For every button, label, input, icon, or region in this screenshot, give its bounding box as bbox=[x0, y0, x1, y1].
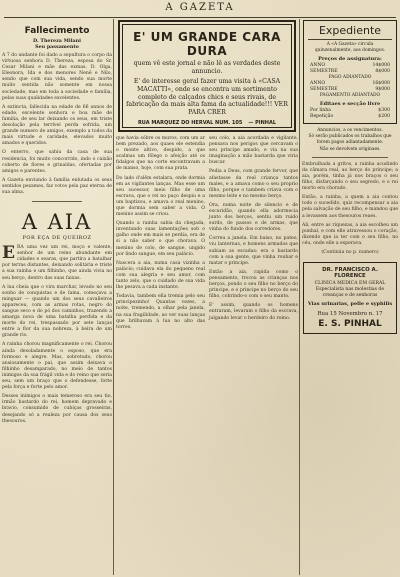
top-rule bbox=[4, 17, 396, 18]
column-rule-1 bbox=[113, 19, 114, 575]
aia-paragraph: seu colo, a aia acordada e vigilante, pensava nos perigos que cercavam o seu principe amado, e via na sua imaginação a mão bastarda que viria buscar. bbox=[209, 135, 298, 166]
aia-paragraph: Então a aia, rapida como o pensamento, trocou as crianças nos berços, pondo o seu filho no berço do principe, e o principe no berço do seu filho, cobrindo-o com o seu manto. bbox=[209, 269, 298, 300]
divider bbox=[32, 201, 82, 202]
aia-paragraph: E' assim, quando os homens entraram, levaram o filho da escrava, julgando levar o herdeiro do reino. bbox=[209, 303, 298, 321]
fallecimento-paragraph: A 7 do andante foi dado a sepultura o corpo da virtuosa senhora D. Thereza, esposa do Sr. Cesar Milani e mãe das exmas. D. Olga, Eleonora, Ida e dos menores Nenê e Nilo, sendo que com sua vida, sendo sua morte muito sentida não somente em nossa sociedade, mas em toda a sociedade e família, pelas suas qualidades excelentes. bbox=[2, 53, 112, 101]
column-center bbox=[116, 20, 298, 334]
aia-paragraph: Do lado d'alêm estalara, onde dormia em as vigilantes lanças. Mas esse um seu sucessor, meio filho de uma escrava, que o rei no paço despiu e a um baptizou, e amava o real menino, que dormia sem saber a vida. O menino assim se criou. bbox=[116, 175, 205, 218]
aia-continuation bbox=[116, 136, 298, 334]
price-row: ANNO 16$000 bbox=[310, 80, 390, 86]
continua-note: (Continúa no p. numero) bbox=[321, 249, 379, 255]
center-subcolumn-left bbox=[116, 136, 205, 334]
clinic-specialty: Especialista nas molestias de creanças e de senhoras bbox=[315, 287, 385, 299]
aia-paragraph: Pedia a Deus, com grande fervor, que afastasse da real criança tantos males, e a amava como o seu proprio filho, porque o tambem criava com o mesmo leite e no mesmo berço. bbox=[209, 169, 298, 199]
ad-address: RUA MARQUEZ DO HERVAL NUM. 105 bbox=[137, 119, 243, 126]
notice-text: Não se devolvem originaes. bbox=[319, 147, 381, 153]
clinic-city: E. S. PINHAL bbox=[318, 319, 382, 330]
casa-macatti-ad bbox=[118, 20, 296, 132]
price-row: SEMESTRE 8$000 bbox=[310, 69, 390, 75]
ad-text: E' de interesse geral fazer uma visita à «CASA MACATTI», onde se encontra um sortimento completo de calçados chics e seus rivais, de fabricação da mais alta fama da actualidade!!! VER PARA CRER bbox=[126, 78, 288, 117]
aia-paragraph: Correu a janela. Em baixo, no pateo, viu lanternas, e homens armados que subiam as escadas: era o bastardo com a sua gente, que vinha roubar e matar o principe. bbox=[209, 236, 298, 266]
clinic-ad bbox=[303, 262, 397, 334]
clinic-specialty: CLINICA MEDICA EM GERAL bbox=[314, 281, 386, 287]
aia-title: A AIA bbox=[21, 210, 93, 235]
aia-paragraph: Embrulhada a gritos, a rainha acudindo da câmara real, ao berço do principe; a aia, porém, tinha já nos braços o seu filho, disfarçando o seu segredo, e o rei morto era chorado. bbox=[302, 161, 398, 192]
masthead-title: A GAZETA bbox=[165, 2, 235, 13]
column-left bbox=[2, 20, 112, 428]
ad-title: E' UM GRANDE CARA DURA bbox=[133, 30, 281, 58]
expediente-intro: A «A Gazeta» circula quinzenalmente, aos domingos. bbox=[314, 42, 386, 53]
payment-note: PAGO ADIANTADO bbox=[328, 75, 372, 81]
aia-paragraph: Todavia, tambem ella tremia pelo seu principezinho! Quantas vezes, a noite, tremendo, a olhar pela janela, na sua fragilidade, ao ver suas lanças que brilhavam à lua no alto das torres. bbox=[116, 294, 205, 330]
prices-heading: Preços de assignatura: bbox=[318, 56, 382, 63]
notice-text: Annuncios, a os vencimentos. Só serão publicados os trabalhos que forem pagos adiantadamente. bbox=[308, 128, 392, 145]
clinic-specialty: Vias urinarias, pelle e syphilis bbox=[307, 301, 393, 308]
clinic-title: DR. FRANCISCO A. FLORENCE bbox=[322, 267, 378, 280]
expediente-box bbox=[303, 20, 397, 124]
fallecimento-paragraph: A Gazeta enviando à família enlutada os seus sentidos pezames, faz votos pela paz eterna de sua alma. bbox=[2, 177, 112, 195]
ad-footer bbox=[126, 120, 288, 126]
aia-paragraph: Desses inimigos o mais temeroso era seu tio, irmão bastardo do rei, homem depravado e bravio, consumido de cubiças grosseiras, desejando só a realeza por causa dos seus thesouros. bbox=[2, 394, 112, 424]
fallecimento-paragraph: O enterro, que sahiu da casa de sua residencia, foi muito concorrido, indo o caixão coberto de flores e grinaldas, ofertadas por amigos e parentes. bbox=[2, 150, 112, 174]
editais-heading: Editaes e secção livre bbox=[319, 101, 381, 108]
price-row: Repetição $200 bbox=[310, 114, 390, 120]
clinic-address: Rua 15 Novembro n. 17 bbox=[317, 311, 383, 318]
price-row: ANNO 14$000 bbox=[310, 63, 390, 69]
price-row: SEMESTRE 9$000 bbox=[310, 86, 390, 92]
aia-paragraph: Quando a rainha sabia da chegada, inventando suas lamentações sob o galho onde em mais se perdia, era de si a não saber o que chorava. O menino de colo, de sangue, ungido por lindo sangue, em seu palácio. bbox=[116, 221, 205, 257]
aia-paragraph: Ali, entre as riquezas, a aia escolheu um punhal, e com elle atravessou o coração, dizendo que ia ter com o seu filho, no céu, onde elle a esperava. bbox=[302, 222, 398, 246]
column-right bbox=[302, 20, 398, 334]
aia-paragraph: Ora, numa noite de silencio e de escuridão, quando ella adormecia junto dos berços, sentiu um ruido surdo, de passos e de armas, que vinha do fundo dos corredores. bbox=[209, 202, 298, 233]
fallecimento-paragraph: A extincta, fallecida na edade de 66 annos de edade, excelente senhora e boa mãe de família, de seu lar deixando os seus, em triste desolação pela terrível perda sofrida, um grande numero de amigos, exemplo a todos da mais virtude e caridade, elevados muito amados e queridos. bbox=[2, 104, 112, 147]
ad-city: — PINHAL bbox=[248, 119, 277, 126]
fallecimento-subhead: D. Thereza Milani Seu passamento bbox=[33, 38, 81, 50]
price-row: Por linha $300 bbox=[310, 108, 390, 114]
center-subcolumn-right bbox=[209, 136, 298, 334]
payment-note: PAGAMENTO ADIANTADO bbox=[319, 92, 381, 98]
aia-paragraph: Nascera a aia, numa casa vizinha a palácio; cuidava ela do pequeno real com sua alegria e seu amor, com tanto zelo, que o cuidado de sua vida lhe pesava a cada instante. bbox=[116, 260, 205, 291]
aia-author: POR EÇA DE QUEIROZ bbox=[22, 235, 92, 242]
aia-paragraph: que havia sóbre os muros, com um ar bem prezado, aos quaes ele estendia o monte altivo, despido, a que acalmas um fôlego o afeição até os fidalgos que na corte encontravam a de manso, hoje, com sua prata. bbox=[116, 135, 205, 172]
expediente-title: Expediente bbox=[308, 24, 392, 40]
aia-paragraph: A rainha chorou magnificamente o rei. Chorou ainda desoladamente o esposo, que era formoso e alegre. Mas, sobretudo, chorou ansiosamente o pai, que assim deixava o filhinho desamparado, no meio de tantos inimigos da sua frágil vida e do reino que seria seu, sem um braço que o defendesse, forte pela força e forte pelo amor. bbox=[2, 342, 112, 391]
aia-paragraph: A lua cheia que o vira marchar, levado no seu sonho de conquistas e de fama, começava a minguar — quando um dos seus cavalleiros appareceu, com as armas rotas, negro do sangue seco e do pó dos caminhos, trazendo a amarga nova de uma batalha perdida e da morte do rei, trespassado por sete lanças entre a flor da sua nobreza, à beira de um grande rio. bbox=[2, 284, 112, 339]
aia-paragraph: ERA uma vez um rei, moço e valente, senhor de um reino abundante em cidades e searas, que partira a batalhar por terras distantes, deixando solitária e triste a sua rainha e um filhinho, que ainda vivia no seu berço, dentro das suas faixas. bbox=[2, 243, 112, 281]
drop-cap: E bbox=[2, 243, 15, 264]
ad-subtitle: quem vê este jornal e não lê as verdades deste annuncio. bbox=[133, 60, 281, 75]
fallecimento-headline: Fallecimento bbox=[24, 26, 90, 36]
aia-paragraph: Então, a rainha, a quem a aia contou todo o sucedido, quiz recompensar a aia pela salvação de seu filho, e mandou que a levassem aos thesouros reaes. bbox=[302, 195, 398, 219]
column-rule-2 bbox=[299, 19, 300, 575]
divider bbox=[312, 157, 388, 158]
